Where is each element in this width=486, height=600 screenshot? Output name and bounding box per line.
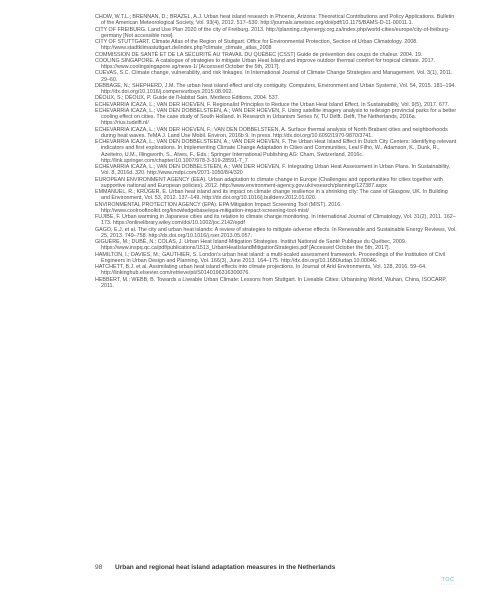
reference-entry: ECHEVARRIA ICAZA, L.; VAN DEN DOBBELSTEEN, A.; VAN DER HOEVEN, F. Integrating Urban Heat Assessment in Urban Plans. In Sustainability, Vol. 8, 2016d. 320. http://www.mdpi.com/2071-1050/8/4/320	[95, 164, 451, 177]
reference-entry: HEBBERT, M.; WEBB, B. Towards a Liveable Urban Climate: Lessons from Stuttgart. In Liveable Cities: Urbanising World, Wuhan, China, ISOCARP, 2011.	[95, 276, 447, 289]
reference-entry: EUROPEAN ENVIRONMENT AGENCY (EEA). Urban adaptation to climate change in Europe (Challenges and opportunities for cities together with supportive national and European policies). 2012. http://www.environment-agency.gov.uk/research/planning/127387.aspx	[95, 176, 443, 189]
running-title: Urban and regional heat island adaptation measures in the Netherlands	[115, 564, 336, 571]
reference-entry: ECHEVARRIA ICAZA, L.; VAN DER HOEVEN, F. Regionalist Principles to Reduce the Urban Heat Island Effect. In Sustainability, Vol. 9(5), 2017. 677.	[95, 101, 450, 108]
reference-entry: FUJIBE, F. Urban warming in Japanese cities and its relation to climate change monitoring. In International Journal of Climatology, Vol. 31(2), 2011. 162–173. https://onlinelibrary.wiley.com/doi/10.1002/joc.2142/epdf	[95, 214, 456, 227]
reference-entry: ENVIRONMENTAL PROTECTION AGENCY (EPA). EPA Mitigation Impact Screening Tool (MIST). 2016. http://www.coolrooftoolkit.org/knowledgebase/epa-mitigation-impact-screening-tool-mist/	[95, 201, 342, 214]
reference-entry: ECHEVARRIA ICAZA, L.; VAN DER HOEVEN, F.; VAN DEN DOBBELSTEEN, A. Surface thermal analysis of North Brabant cities and neighborhoods during heat waves. TeMA J. Land Use Mobil. Environ, 2016b 9. In press. http://dx.doi.org/10.6092/1970-9870/3741.	[95, 126, 448, 139]
reference-list	[95, 14, 457, 289]
reference-entry: ECHEVARRIA ICAZA, L.; VAN DEN DOBBELSTEEN, A.; VAN DER HOEVEN, F. Using satellite imagery analysis to redesign provincial parks for a better cooling effect on cities. The case study of South Holland. In Research in Urbanism Series IV, TU Delft. Delft, The Netherlands, 2016a. https://rius.tudelft.nl/	[95, 107, 457, 127]
page-number: 98	[95, 564, 103, 571]
reference-entry: CHOW, W.T.L.; BRENNAN, D.; BRAZEL, A.J. Urban heat island research in Phoenix, Arizona: Theoretical Contributions and Policy Applications. Bulletin of the American Meteorological Society, Vol. 93(4), 2012. 517–530. http://journals.ametsoc.org/doi/pdf/10.1175/BAMS-D-11-00011.1.	[95, 14, 455, 27]
reference-entry: ECHEVARRIA ICAZA, L.; VAN DEN DOBBELSTEEN, A.; VAN DER HOEVEN, F. The Urban Heat Island Effect in Dutch City Centers: Identifying relevant indicators and first explorations. In Implementing Climate Change Adaptation in Cities and Communities, Leal Filho, W., Adamson, K., Dunk, R., Azeiteiro, U.M., Illingworth, S., Alves, F., Eds.; Springer International Publishing AG: Cham, Switzerland, 2016c. http://link.springer.com/chapter/10.1007/978-3-319-28591-7_7	[95, 139, 457, 164]
reference-entry: COOLING SINGAPORE. A catalogue of strategies to mitigate Urban Heat Island and improve outdoor thermal comfort for tropical climate. 2017. https://www.coolingsingapore.sg/news-1/ [Accessed October the 5th, 2017].	[95, 57, 436, 70]
toc-dots-icon: • • • • • •	[441, 582, 455, 586]
toc-link[interactable]	[438, 577, 458, 586]
reference-entry: HAMILTON, I.; DAVIES, M.; GAUTHIER, S. London's urban heat island: a multi-scaled assessment framework. Proceedings of the Institution of Civil Engineers in Urban Design and Planning, Vol. 166(3), June 2013. 164–175. http://dx.doi.org/10.1680/udap.10.00046.	[95, 251, 445, 264]
reference-entry: EMMANUEL, R.; KRÜGER, E. Urban heat island and its impact on climate change resilience in a shrinking city: The case of Glasgow, UK. In Building and Environment, Vol. 53, 2012. 137–149. http://dx.doi.org/10.1016/j.buildenv.2012.01.020.	[95, 189, 448, 202]
reference-entry: CUEVAS, S.C. Climate change, vulnerability, and risk linkages. In International Journal of Climate Change Strategies and Management. Vol. 3(1), 2011. 29–60.	[95, 70, 453, 83]
reference-entry: CITY OF STUTTGART. Climate Atlas of the Region of Stuttgart. Office for Environmental Protection, Section of Urban Climatology. 2008. http://www.stadtklimastuttgart.de/index.php?climate_climate_atlas_2008	[95, 39, 418, 52]
reference-entry: HATCHETT, B.J. et al. Assimilating urban heat island effects into climate projections. In Journal of Arid Environments, Vol. 128, 2016. 59–64. http://linkinghub.elsevier.com/retrieve/pii/S0140196316300076.	[95, 264, 427, 277]
reference-entry: COMMISSION DE SANTÉ ET DE LA SÉCURITÉ AU TRAVAIL DU QUÉBEC (CSST) Guide de prévention des coups de chaleur. 2004. 19.	[95, 51, 423, 58]
reference-entry: DÉOUX, S.; DÉOUX, P. Guide de l'Habitat Sain. Medieco Editions, 2004. 537.	[95, 95, 280, 102]
reference-entry: GIGUÈRE, M.; DUBÉ, N.; COLAS, J. Urban Heat Island Mitigation Strategies. Institut National de Santé Publique du Québec, 2009. https://www.inspq.qc.ca/pdf/publications/1513_UrbanHeatIslandMitigationStrategies.pdf [Accessed October the 5th, 2017].	[95, 239, 407, 252]
toc-label[interactable]: TOC	[441, 577, 455, 583]
reference-entry: CITY OF FREIBURG. Land Use Plan 2020 of the city of Freiburg. 2013. http://planning.cityenergy.org.za/index.php/world-cities/europe/city-of-freiburg-germany [Not accessible now].	[95, 26, 450, 39]
reference-entry: DEBBAGE, N.; SHEPHERD, J.M. The urban heat island effect and city contiguity. Computers, Environment and Urban Systems, Vol. 54, 2015. 181–194. http://dx.doi.org/10.1016/j.compenvurbsys.2015.08.002.	[95, 82, 456, 95]
reference-entry: GAGO, E.J. et al. The city and urban heat islands: A review of strategies to mitigate adverse effects. In Renewable and Sustainable Energy Reviews, Vol. 25, 2013. 749–758. http://dx.doi.org/10.1016/j.rser.2013.05.057.	[95, 226, 457, 239]
page-footer	[95, 564, 457, 576]
